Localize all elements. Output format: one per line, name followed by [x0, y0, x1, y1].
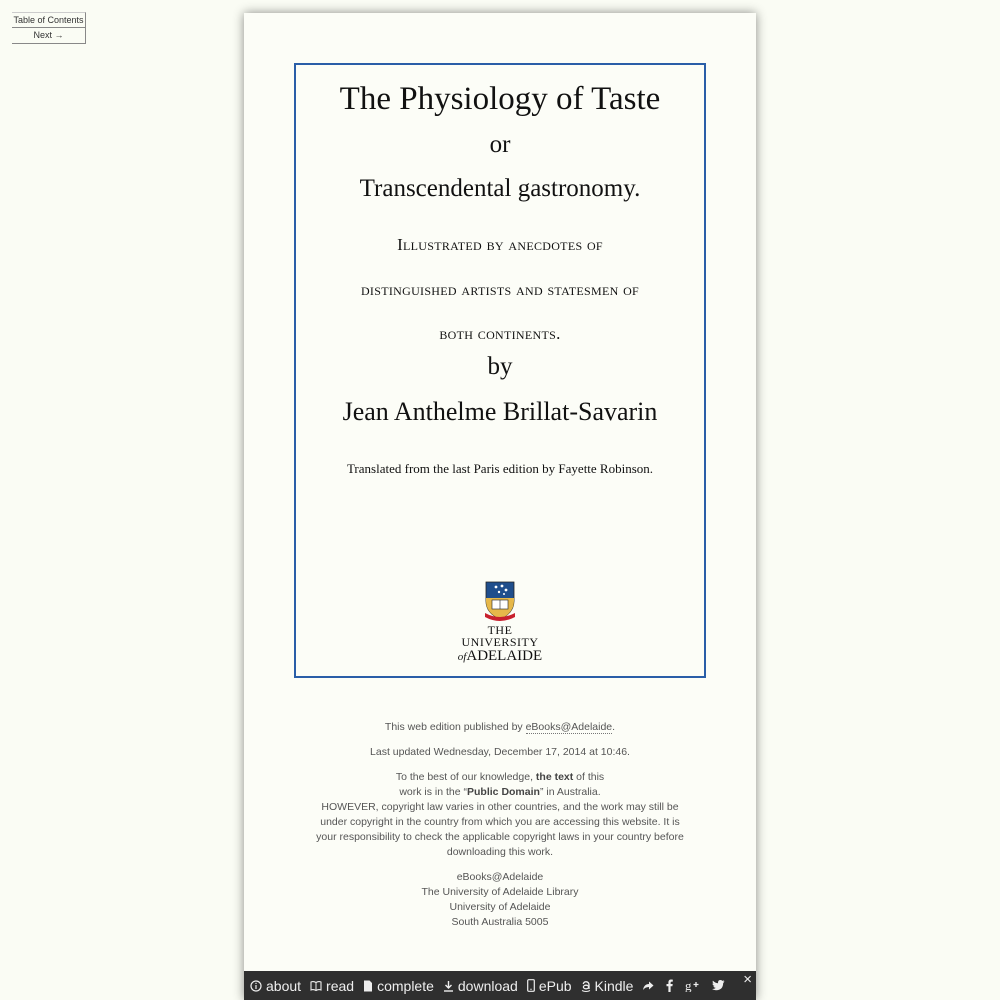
file-icon [363, 980, 373, 992]
university-crest-icon [482, 581, 518, 621]
university-logo [450, 581, 550, 665]
book-title: The Physiology of Taste [339, 81, 661, 117]
kindle-button[interactable]: Kindle [581, 978, 634, 994]
read-button[interactable]: read [310, 978, 354, 994]
author-name: Jean Anthelme Brillat-Savarin [342, 397, 658, 426]
info-icon [250, 980, 262, 992]
university-name-line1: THE UNIVERSITY [461, 623, 539, 649]
facebook-button[interactable] [666, 979, 673, 992]
next-page-link[interactable]: Next → [12, 28, 86, 44]
publisher-address: eBooks@Adelaide The University of Adelaide Library University of Adelaide South Australia 5005 [421, 871, 579, 928]
last-updated: Last updated Wednesday, December 17, 2014 at 10:46. [370, 746, 630, 758]
translator-note: Translated from the last Paris edition by Fayette Robinson. [346, 461, 654, 476]
complete-button[interactable]: complete [363, 978, 434, 994]
published-by: This web edition published by eBooks@Adelaide. [384, 721, 616, 733]
page-nav [12, 12, 86, 44]
close-toolbar-button[interactable]: × [743, 971, 752, 988]
university-adelaide: ADELAIDE [466, 648, 543, 664]
google-plus-icon [685, 979, 700, 992]
table-of-contents-link[interactable]: Table of Contents [12, 12, 86, 28]
illustrated-line: distinguished artists and statesmen of [360, 279, 640, 299]
share-icon [642, 980, 654, 991]
title-by: by [487, 353, 513, 380]
phone-icon [527, 979, 535, 992]
bottom-toolbar [244, 971, 756, 1000]
about-button[interactable]: about [250, 978, 301, 994]
download-icon [443, 980, 454, 992]
ebooks-adelaide-link[interactable]: eBooks@Adelaide [525, 721, 613, 733]
publication-info [244, 720, 756, 940]
book-page [244, 13, 756, 1000]
copyright-warning: HOWEVER, copyright law varies in other countries, and the work may still be under copyright in the country from which you are accessing this website. It is your responsibility to check the applicable copyright laws in your country before downloading this work. [316, 801, 684, 858]
illustrated-line: Illustrated by anecdotes of [397, 235, 603, 254]
amazon-icon [581, 980, 591, 992]
title-or: or [489, 131, 511, 158]
university-of: of [457, 651, 467, 663]
epub-button[interactable]: ePub [527, 978, 572, 994]
twitter-icon [712, 980, 725, 991]
facebook-icon [666, 979, 673, 992]
google-plus-button[interactable] [685, 979, 700, 992]
title-page-frame [294, 63, 706, 678]
copyright-notice: To the best of our knowledge, the text of this work is in the “Public Domain” in Australia. HOWEVER, copyright law varies in other countries, and the work may still be under copyright in the country from which you are accessing this website. It is your responsibility to check the applicable copyright laws in your country before downloading this work. [244, 770, 756, 860]
share-button[interactable] [642, 980, 654, 991]
illustrated-line: both continents. [439, 324, 561, 343]
twitter-button[interactable] [712, 980, 725, 991]
book-subtitle: Transcendental gastronomy. [359, 175, 641, 202]
university-name-line2 [450, 648, 550, 665]
book-icon [310, 980, 322, 992]
svg-text:g: g [685, 979, 692, 992]
illustrated-by-text [296, 223, 704, 357]
download-button[interactable]: download [443, 978, 518, 994]
